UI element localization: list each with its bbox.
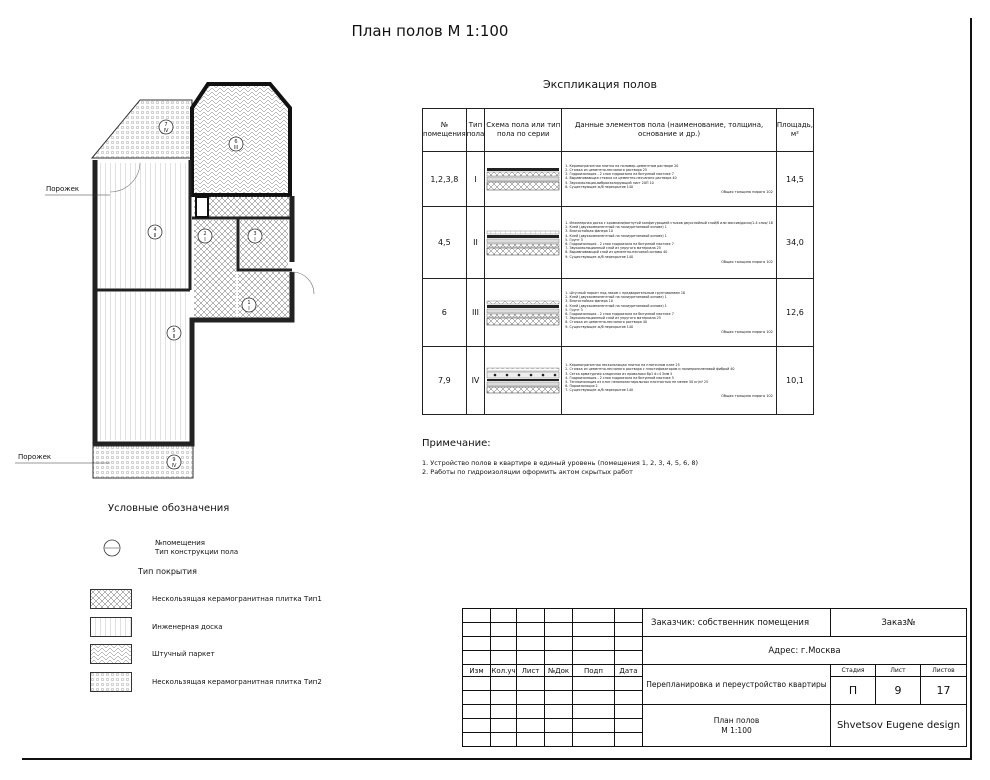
header-floor-scheme: Схема пола или тип пола по серии: [485, 109, 562, 152]
svg-text:2: 2: [203, 231, 207, 237]
floor-section-type-3: [485, 279, 562, 347]
threshold-label-bottom: Порожек: [18, 453, 52, 461]
planks-swatch-icon: [90, 617, 132, 637]
cross-hatch-swatch-icon: [90, 589, 132, 609]
sheets-label: Листов: [921, 665, 967, 677]
project-cell: Перепланировка и переустройство квартиры: [643, 665, 831, 705]
svg-text:II: II: [153, 233, 157, 239]
row-type: III: [466, 279, 485, 347]
author-cell: Shvetsov Eugene design: [831, 705, 967, 747]
legend-item-parquet: Штучный паркет: [152, 650, 215, 658]
legend-item-engineered-board: Инженерная доска: [152, 623, 223, 631]
svg-text:4: 4: [153, 227, 157, 233]
svg-text:3: 3: [253, 231, 257, 237]
parquet-swatch-icon: [90, 644, 132, 664]
svg-text:I: I: [204, 237, 206, 243]
explication-row-type-4: [423, 347, 814, 415]
floor-section-type-1: [485, 152, 562, 207]
row-items: 1. Инженерная доска с кромками/вогнутой конфигурацией стыков двухслойный слой/б или массив/доска/1-4 слоя/ 18 2. Клей (двухкомпонентный на полиуретановой основе) 1 3. Влагостойкая фанера 10 4. Клей (двухкомпонентный на полиуретановой основе) 1 5. Грунт 3 6. Гидроизоляция - 2 слоя гидроизола на битумной мастике 7 7. Звукоизоляционный слой из упругого материала 25 8. Выравнивающий слой из цементно-песчаной основы 40 9. Существующее ж/б перекрытие 140 Общая толщина пирога 102: [562, 207, 777, 279]
row-type: I: [466, 152, 485, 207]
stage-label: Стадия: [831, 665, 876, 677]
sheets-value: 17: [921, 677, 967, 705]
frame-bottom-border: [22, 758, 972, 760]
svg-text:IV: IV: [171, 463, 177, 469]
svg-text:6: 6: [234, 139, 238, 145]
explication-title: Экспликация полов: [542, 78, 658, 91]
legend-cover-title: Тип покрытия: [138, 567, 197, 576]
notes-title: Примечание:: [422, 438, 491, 449]
row-rooms: 7,9: [423, 347, 467, 415]
row-area: 10,1: [776, 347, 813, 415]
customer-cell: Заказчик: собственник помещения: [643, 609, 831, 637]
note-1: 1. Устройство полов в квартире в единый уровень (помещения 1, 2, 3, 4, 5, 6, 8): [422, 459, 699, 467]
svg-text:1: 1: [247, 300, 251, 306]
header-floor-elements: Данные элементов пола (наименование, толщина, основание и др.): [562, 109, 777, 152]
explication-row-type-2: [423, 207, 814, 279]
row-rooms: 1,2,3,8: [423, 152, 467, 207]
svg-text:5: 5: [172, 328, 176, 334]
col-izm: Изм: [463, 665, 491, 677]
row-items: 1. Керамогранитная нескользящая плитка на плиточном клее 25 2. Стяжка из цементно-песчаного раствора с пластификатором и полипропиленовой фиброй 40 3. Сетка арматурная кладочная из проволоки Вр1 d=4 5мм 5 4. Гидроизоляция - 2 слоя гидроизола на битумной мастике 5 5. Теплоизоляция из плит пенополистирольных плотностью не менее 50 кг/м³ 25 6. Пароизоляция 2 7. Существующее ж/б перекрытие 140 Общая толщина пирога 102: [562, 347, 777, 415]
col-podp: Подп: [573, 665, 615, 677]
threshold-label-top: Порожек: [46, 185, 80, 193]
address-cell: Адрес: г.Москва: [643, 637, 967, 665]
room-3: [240, 220, 288, 270]
legend-item-tile-type1: Нескользящая керамогранитная плитка Тип1: [152, 595, 322, 603]
legend-marker-floor-type: Тип конструкции пола: [155, 548, 239, 556]
row-area: 14,5: [776, 152, 813, 207]
floor-section-type-2: [485, 207, 562, 279]
header-room-number: № помещения: [423, 109, 467, 152]
sheet-value: 9: [876, 677, 921, 705]
row-area: 12,6: [776, 279, 813, 347]
room-1: [238, 272, 290, 322]
legend-item-tile-type2: Нескользящая керамогранитная плитка Тип2: [152, 678, 322, 686]
stage-value: П: [831, 677, 876, 705]
sheet-label: Лист: [876, 665, 921, 677]
header-floor-type: Тип пола: [466, 109, 485, 152]
row-items: 1. Керамогранитная плитка на полимер-цементном растворе 20 2. Стяжка из цементно-песчаного раствора 25 3. Гидроизоляция - 2 слоя гидроизола на битумной мастике 7 4. Выравнивающая стяжка из цементно-песчаного раствора 40 5. Звукоизоляция-виброизолирующий лист 20П 10 6. Существующее ж/б перекрытие 140 Общая толщина пирога 102: [562, 152, 777, 207]
svg-text:9: 9: [172, 457, 176, 463]
drawing-name-cell: План полов М 1:100: [643, 705, 831, 747]
row-rooms: 6: [423, 279, 467, 347]
room-marker-icon: [100, 538, 126, 560]
explication-header-row: [423, 109, 814, 152]
dots-swatch-icon: [90, 672, 132, 692]
explication-row-type-3: [423, 279, 814, 347]
svg-text:I: I: [248, 306, 250, 312]
col-ndok: №Док: [545, 665, 573, 677]
svg-text:I: I: [254, 237, 256, 243]
legend-title: Условные обозначения: [108, 503, 230, 514]
room-7-loggia: [92, 100, 192, 158]
title-block: [462, 608, 967, 747]
frame-right-border: [970, 18, 972, 760]
row-type: IV: [466, 347, 485, 415]
svg-text:III: III: [233, 145, 239, 151]
page-title: План полов М 1:100: [351, 22, 509, 40]
order-cell: Заказ№: [831, 609, 967, 637]
row-type: II: [466, 207, 485, 279]
header-area: Площадь, м²: [776, 109, 813, 152]
col-data: Дата: [615, 665, 643, 677]
floor-section-type-4: [485, 347, 562, 415]
col-koluch: Кол.уч: [491, 666, 516, 675]
floor-plan: [0, 70, 320, 490]
room-4: [97, 163, 190, 288]
explication-table: [422, 108, 814, 415]
col-list: Лист: [517, 665, 545, 677]
room-5: [97, 292, 190, 440]
explication-row-type-1: [423, 152, 814, 207]
svg-text:II: II: [172, 334, 176, 340]
row-rooms: 4,5: [423, 207, 467, 279]
legend-marker-room-number: №помещения: [155, 539, 205, 547]
row-items: 1. Штучный паркет под лаком с предварительным грунтованием 18 2. Клей (двухкомпонентный на полиуретановой основе) 1 3. Влагостойкая фанера 10 4. Клей (двухкомпонентный на полиуретановой основе) 1 5. Грунт 3 6. Гидроизоляция - 2 слоя гидроизола на битумной мастике 7 7. Звукоизоляционный слой из упругого материала 25 8. Стяжка из цементно-песчаного раствора 40 9. Существующее ж/б перекрытие 140 Общая толщина пирога 102: [562, 279, 777, 347]
note-2: 2. Работы по гидроизоляции оформить актом скрытых работ: [422, 468, 633, 476]
row-area: 34,0: [776, 207, 813, 279]
svg-text:IV: IV: [163, 128, 169, 134]
svg-text:7: 7: [164, 122, 168, 128]
